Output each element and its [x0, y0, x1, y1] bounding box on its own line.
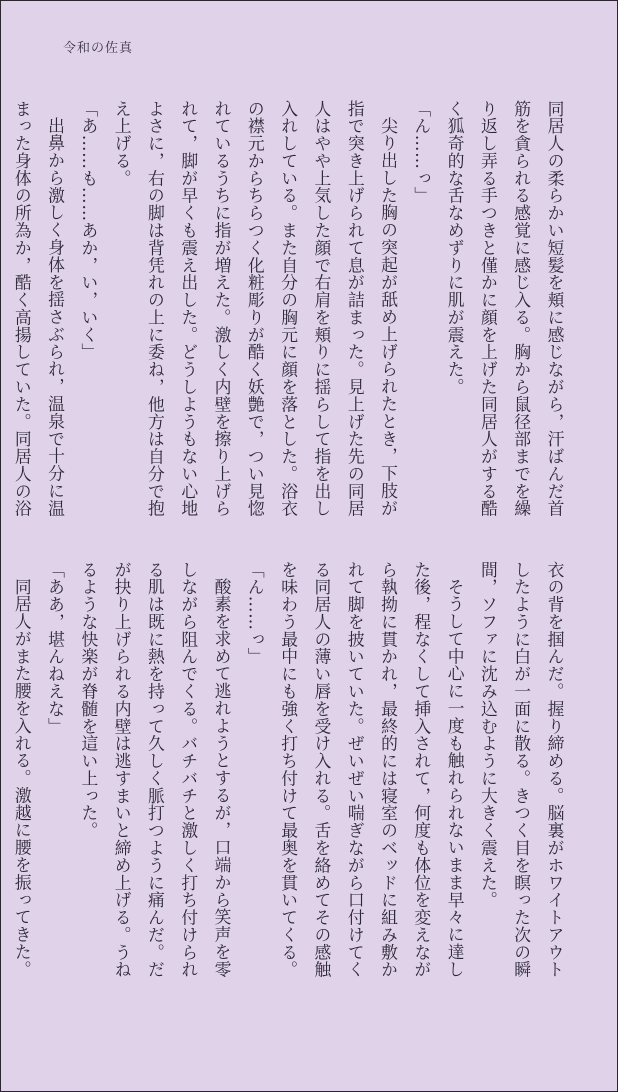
dialogue-line: 「ん……っ」 [245, 561, 266, 666]
page-header-title: 令和の佐真 [63, 41, 134, 56]
text-block-top [5, 100, 571, 530]
paragraph: 同居人がまた腰を入れる。激越に腰を振ってきた。 [12, 577, 33, 978]
paragraph: 酸素を求めて逃れようとするが，口端から笑声を零しながら阻んでくる。バチバチと激しく打ち付けられる肌は既に熱を持って久しく脈打つように痛んだ。だが抉り上げられる内壁は逃すまいと締め上げる。うねるような快楽が脊髄を這い上った。 [78, 561, 233, 979]
paragraph: 同居人の柔らかい短髪を頬に感じながら，汗ばんだ首筋を貪られる感覚に感じ入る。胸から鼠径部までを繰り返し弄る手つきと僅かに顔を上げた同居人がする酷く狐奇的な舌なめずりに肌が震えた。 [445, 100, 565, 518]
paragraph: そうして中心に一度も触れられないまま早々に達した後，程なくして挿入されて，何度も体位を変えながら執拗に貫かれ，最終的には寝室のベッドに組み敷かれて脚を披いていた。ぜいぜい喘ぎながら口付けてくる同居人の薄い唇を受け入れる。舌を絡めてその感触を味わう最中にも強く打ち付けて最奥を貫いてくる。 [278, 561, 466, 979]
text-block-bottom [5, 561, 571, 991]
dialogue-line: 「ん……っ」 [411, 100, 432, 205]
paragraph: 尖り出した胸の突起が舐め上げられたとき，下肢が指で突き上げられて息が詰まった。見上げた先の同居人はやや上気した顔で右肩を頬りに揺らして指を出し入れしている。また自分の胸元に顔を落とした。浴衣の襟元からちらつく化粧彫りが酷く妖艶で，つい見惚れているうちに指が増えた。激しく内壁を擦り上げられて，脚が早くも震え出した。どうしようもない心地よさに，右の脚は背凭れの上に委ね，他方は自分で抱え上げる。 [112, 100, 399, 518]
paragraph: 衣の背を掴んだ。握り締める。脳裏がホワイトアウトしたように白が一面に散る。きつく目を瞑った次の瞬間，ソファに沈み込むように大きく震えた。 [478, 561, 565, 979]
dialogue-line: 「ああ，堪んねえな」 [45, 561, 66, 735]
paragraph: 出鼻から激しく身体を揺さぶられ，温泉で十分に温まった身体の所為か，酷く高揚していた。同居人の浴 [12, 100, 66, 518]
dialogue-line: 「あ……も……あか，い，いく」 [78, 100, 99, 361]
